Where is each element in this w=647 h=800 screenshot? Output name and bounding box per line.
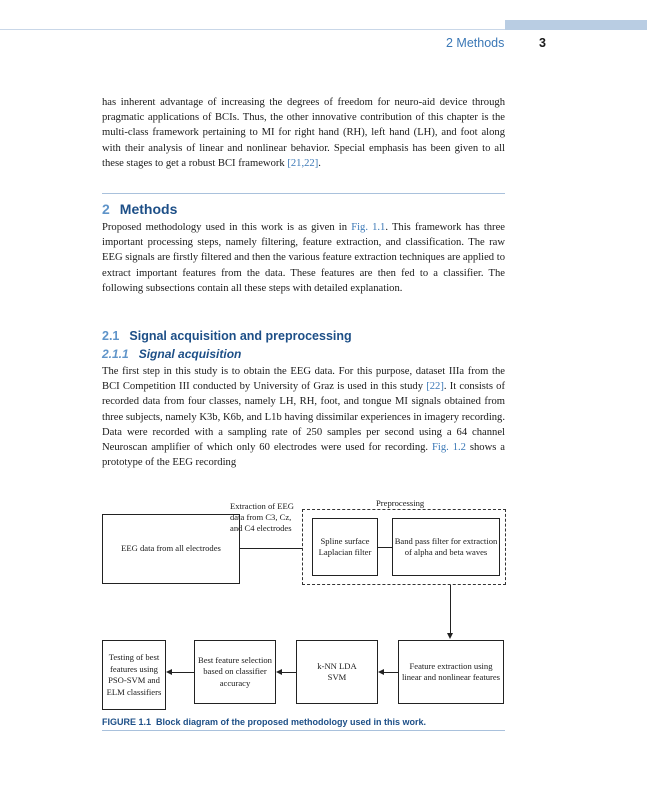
methods-text-a: Proposed methodology used in this work is as given in <box>102 222 352 233</box>
eeg-data-box <box>102 514 240 584</box>
subsubsection-heading <box>102 347 241 361</box>
bandpass-filter-text: Band pass filter for extraction of alpha and beta waves <box>394 535 498 557</box>
connector-feature-to-classifier <box>384 672 398 673</box>
methods-paragraph <box>102 220 505 296</box>
subsection-title: Signal acquisition and preprocessing <box>129 329 352 343</box>
fig-1-2-link[interactable]: Fig. 1.2 <box>432 442 466 454</box>
section-rule <box>102 193 505 194</box>
classifier-text: k-NN LDA SVM <box>317 660 357 682</box>
subsection-heading <box>102 329 352 343</box>
intro-citation-link[interactable]: [21,22] <box>287 157 319 169</box>
eeg-data-text: EEG data from all electrodes <box>121 543 221 554</box>
fig-1-1-link[interactable]: Fig. 1.1 <box>351 222 386 233</box>
arrow-left-icon <box>378 669 384 675</box>
block-diagram <box>96 496 516 716</box>
subsection-number: 2.1 <box>102 329 120 343</box>
caption-label: FIGURE 1.1 <box>102 717 152 727</box>
feature-extraction-text: Feature extraction using linear and nonlinear features <box>401 660 501 682</box>
feature-extraction-box <box>398 640 504 704</box>
acq-citation-link[interactable]: [22] <box>426 381 444 393</box>
subsubsection-number: 2.1.1 <box>102 347 129 361</box>
methods-text-b: . This framework has three important processing steps, namely filtering, feature extraction, and classification. The raw EEG signals are firstly filtered and then the various feature extraction techniques are applied to extract important features from the data. These features are then fed to a classifier. The following subsections contain all these steps with detailed explanation. <box>102 222 505 294</box>
preprocessing-label: Preprocessing <box>376 498 425 508</box>
connector-spline-to-bandpass <box>378 547 392 548</box>
section-title: Methods <box>119 201 178 217</box>
intro-end: . <box>318 157 321 169</box>
figure-caption <box>102 717 426 727</box>
intro-paragraph <box>102 95 505 171</box>
connector-eeg-to-preprocessing <box>240 548 302 549</box>
feature-selection-box <box>194 640 276 704</box>
spline-filter-text: Spline surface Laplacian filter <box>318 535 372 557</box>
arrow-left-icon <box>166 669 172 675</box>
caption-rule <box>102 730 505 731</box>
extraction-label: Extraction of EEG data from C3, Cz, and C4 electrodes <box>230 501 294 533</box>
acq-text-a: The first step in this study is to obtain the EEG data. For this purpose, dataset IIIa from the BCI Competition III conducted by University of Graz is used in this study <box>102 366 505 393</box>
bandpass-filter-box <box>392 518 500 576</box>
subsubsection-title: Signal acquisition <box>138 347 242 361</box>
section-number: 2 <box>102 201 110 217</box>
connector-preprocessing-down <box>450 585 451 633</box>
acq-text-c: shows a prototype of the EEG recording <box>102 442 505 469</box>
testing-text: Testing of best features using PSO-SVM and ELM classifiers <box>106 652 162 697</box>
section-heading <box>102 201 177 217</box>
classifier-box <box>296 640 378 704</box>
connector-classifier-to-selection <box>282 672 296 673</box>
connector-selection-to-testing <box>172 672 194 673</box>
caption-text: Block diagram of the proposed methodology used in this work. <box>156 717 427 727</box>
page-number: 3 <box>539 36 546 50</box>
running-header-title: 2 Methods <box>446 36 505 50</box>
spline-filter-box <box>312 518 378 576</box>
arrow-left-icon <box>276 669 282 675</box>
acq-text-b: . It consists of recorded data from four classes, namely LH, RH, foot, and tongue MI signals obtained from three subjects, namely K3b, K6b, and L1b having dissimilar experiences in imagery recording. Data were recorded with a sampling rate of 250 samples per second using a 64 channel Neuroscan amplifier of which only 60 electrodes were used for recording. <box>102 381 505 454</box>
header-accent-bar <box>505 20 647 30</box>
arrow-down-icon <box>447 633 453 639</box>
intro-text: has inherent advantage of increasing the degrees of freedom for neuro-aid device through pragmatic applications of BCIs. Thus, the other innovative contribution of this chapter is the multi-class framework pertaining to MI for right hand (RH), left hand (LH), and foot along with their analysis of linear and nonlinear behavior. Special emphasis has been given to all these stages to get a robust BCI framework <box>102 97 505 169</box>
testing-box <box>102 640 166 710</box>
feature-selection-text: Best feature selection based on classifier accuracy <box>198 654 272 688</box>
acquisition-paragraph <box>102 364 505 470</box>
